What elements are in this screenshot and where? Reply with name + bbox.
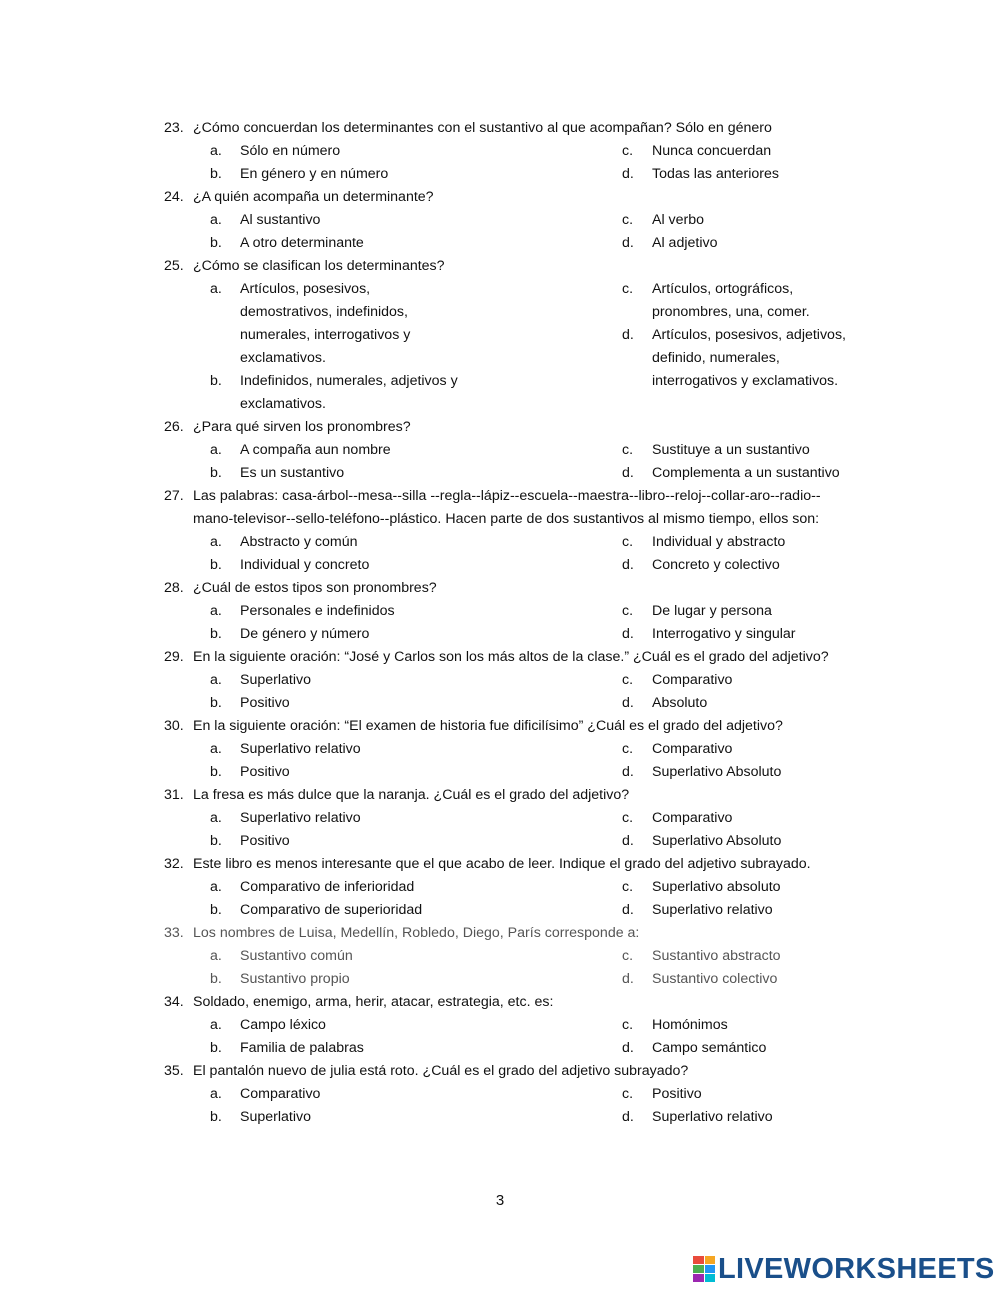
question-number: 27. [164,488,184,504]
logo-tile [705,1265,716,1273]
question-list [164,117,884,1129]
question-number: 31. [164,787,184,803]
question-text: ¿Cómo se clasifican los determinantes? [193,258,445,274]
question-number: 29. [164,649,184,665]
liveworksheets-logo[interactable] [693,1252,995,1286]
question-number: 25. [164,258,184,274]
question-text: En la siguiente oración: “José y Carlos son los más altos de la clase.” ¿Cuál es el grado del adjetivo? [193,649,829,665]
question-number: 34. [164,994,184,1010]
page-number: 3 [495,1192,505,1209]
question-number: 33. [164,925,184,941]
question-text: ¿Para qué sirven los pronombres? [193,419,411,435]
question-number: 35. [164,1063,184,1079]
question-text: ¿Cuál de estos tipos son pronombres? [193,580,437,596]
logo-tile [693,1274,704,1282]
question-30: 30. En la siguiente oración: “El examen de historia fue dificilísimo” ¿Cuál es el grado del adjetivo? a. Superlativo relativo c. Comparativo b. Positivo d. Superlativo Absoluto [164,715,884,784]
question-number: 30. [164,718,184,734]
question-text: Los nombres de Luisa, Medellín, Robledo, Diego, París corresponde a: [193,925,640,941]
question-text-continued: mano-televisor--sello-teléfono--plástico. Hacen parte de dos sustantivos al mismo tiempo, ellos son: [193,511,820,527]
question-text: En la siguiente oración: “El examen de historia fue dificilísimo” ¿Cuál es el grado del adjetivo? [193,718,783,734]
logo-tile [705,1256,716,1264]
question-26: 26. ¿Para qué sirven los pronombres? a. A compaña aun nombre c. Sustituye a un sustantivo b. Es un sustantivo d. Complementa a un sustantivo [164,416,884,485]
question-text: El pantalón nuevo de julia está roto. ¿Cuál es el grado del adjetivo subrayado? [193,1063,689,1079]
question-text: Las palabras: casa-árbol--mesa--silla --regla--lápiz--escuela--maestra--libro--reloj--collar-aro--radio-- [193,488,821,504]
question-number: 24. [164,189,184,205]
question-23: 23. ¿Cómo concuerdan los determinantes con el sustantivo al que acompañan? Sólo en género a. Sólo en número c. Nunca concuerdan b. En género y en número d. Todas las anteriores [164,117,884,186]
question-35: 35. El pantalón nuevo de julia está roto. ¿Cuál es el grado del adjetivo subrayado? a. Comparativo c. Positivo b. Superlativo d. Superlativo relativo [164,1060,884,1129]
logo-tile [693,1256,704,1264]
question-text: ¿Cómo concuerdan los determinantes con el sustantivo al que acompañan? Sólo en género [193,120,772,136]
question-text: Este libro es menos interesante que el que acabo de leer. Indique el grado del adjetivo subrayado. [193,856,811,872]
question-33: 33. Los nombres de Luisa, Medellín, Robledo, Diego, París corresponde a: a. Sustantivo común c. Sustantivo abstracto b. Sustantivo propio d. Sustantivo colectivo [164,922,884,991]
logo-tiles-icon [693,1256,715,1282]
logo-tile [693,1265,704,1273]
question-text: ¿A quién acompaña un determinante? [193,189,434,205]
logo-text: LIVEWORKSHEETS [718,1252,995,1285]
question-24: 24. ¿A quién acompaña un determinante? a. Al sustantivo c. Al verbo b. A otro determinante d. Al adjetivo [164,186,884,255]
question-number: 28. [164,580,184,596]
question-text: La fresa es más dulce que la naranja. ¿Cuál es el grado del adjetivo? [193,787,630,803]
logo-tile [705,1274,716,1282]
question-number: 26. [164,419,184,435]
question-25: 25. ¿Cómo se clasifican los determinantes? a. Artículos, posesivos, demostrativos, indefinidos, numerales, interrogativos y exclamativos. b. Indefinidos, numerales, adjetivos y exclamativos. c. Artículos, ortográficos, pronombres, una, comer. d. Artículos, posesivos, adjetivos, definido, numerales, interrogativos y exclamativos. [164,255,884,416]
question-28: 28. ¿Cuál de estos tipos son pronombres? a. Personales e indefinidos c. De lugar y persona b. De género y número d. Interrogativo y singular [164,577,884,646]
question-32: 32. Este libro es menos interesante que el que acabo de leer. Indique el grado del adjetivo subrayado. a. Comparativo de inferioridad c. Superlativo absoluto b. Comparativo de superioridad d. Superlativo relativo [164,853,884,922]
question-text: Soldado, enemigo, arma, herir, atacar, estrategia, etc. es: [193,994,554,1010]
question-number: 23. [164,120,184,136]
question-27: 27. Las palabras: casa-árbol--mesa--silla --regla--lápiz--escuela--maestra--libro--reloj--collar-aro--radio-- mano-televisor--sello-teléfono--plástico. Hacen parte de dos sustantivos al mismo tiempo, ellos son: a. Abstracto y común c. Individual y abstracto b. Individual y concreto d. Concreto y colectivo [164,485,884,577]
question-31: 31. La fresa es más dulce que la naranja. ¿Cuál es el grado del adjetivo? a. Superlativo relativo c. Comparativo b. Positivo d. Superlativo Absoluto [164,784,884,853]
question-number: 32. [164,856,184,872]
question-34: 34. Soldado, enemigo, arma, herir, atacar, estrategia, etc. es: a. Campo léxico c. Homónimos b. Familia de palabras d. Campo semántico [164,991,884,1060]
question-29: 29. En la siguiente oración: “José y Carlos son los más altos de la clase.” ¿Cuál es el grado del adjetivo? a. Superlativo c. Comparativo b. Positivo d. Absoluto [164,646,884,715]
